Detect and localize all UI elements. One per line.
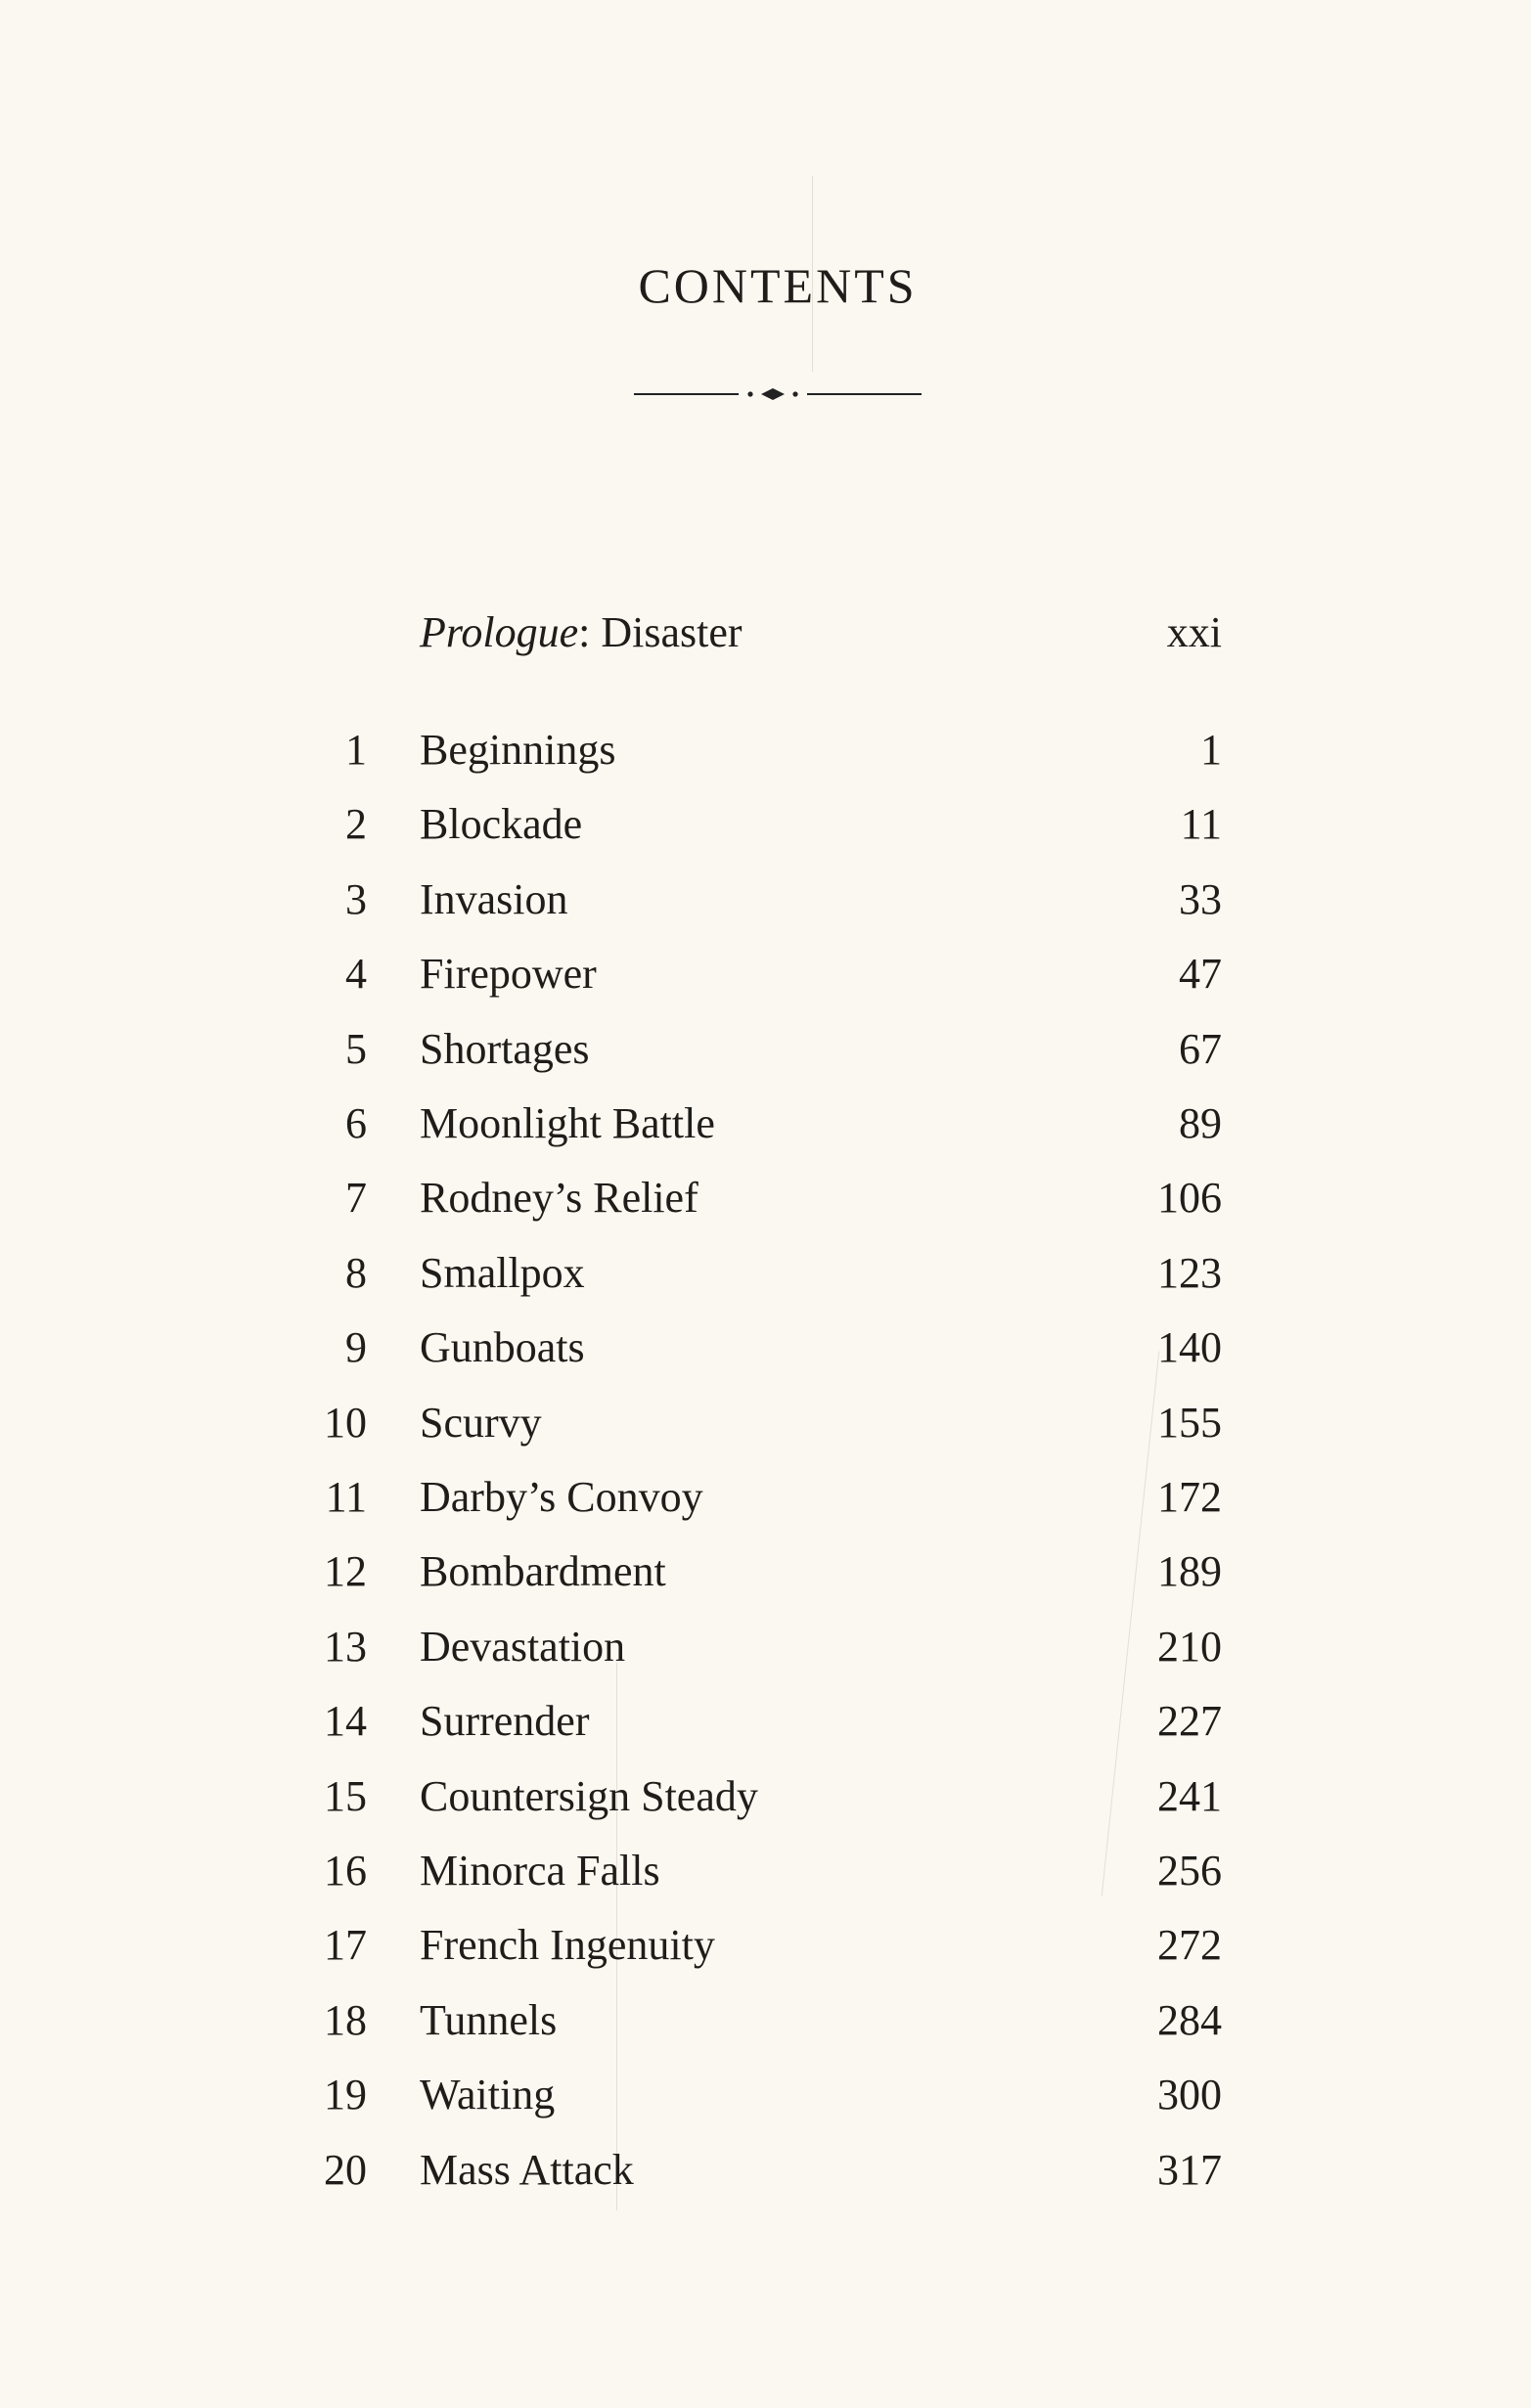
chapter-entry bbox=[0, 1842, 1531, 1900]
chapter-title: Scurvy bbox=[420, 1399, 542, 1447]
prologue-separator: : bbox=[578, 608, 591, 656]
chapter-number: 12 bbox=[324, 1547, 367, 1595]
chapter-page-number: 89 bbox=[1179, 1099, 1222, 1147]
chapter-title: Bombardment bbox=[420, 1547, 666, 1595]
chapter-number: 4 bbox=[345, 950, 367, 998]
chapter-title: Smallpox bbox=[420, 1249, 585, 1297]
chapter-page-number: 140 bbox=[1157, 1323, 1222, 1371]
prologue-title bbox=[420, 603, 743, 662]
chapter-title: Countersign Steady bbox=[420, 1772, 758, 1820]
chapter-page-number: 317 bbox=[1157, 2146, 1222, 2194]
chapter-entry bbox=[0, 1618, 1531, 1676]
chapter-page-number: 47 bbox=[1179, 950, 1222, 998]
chapter-entry bbox=[0, 1394, 1531, 1452]
chapter-entry bbox=[0, 2141, 1531, 2200]
chapter-entry bbox=[0, 1991, 1531, 2050]
chapter-entry bbox=[0, 1542, 1531, 1601]
chapter-entry bbox=[0, 870, 1531, 929]
prologue-entry bbox=[0, 603, 1531, 662]
chapter-entry bbox=[0, 945, 1531, 1003]
chapter-number: 10 bbox=[324, 1399, 367, 1447]
chapter-number: 11 bbox=[325, 1473, 367, 1521]
chapter-entry bbox=[0, 795, 1531, 854]
chapter-title: Invasion bbox=[420, 875, 568, 923]
chapter-title: Devastation bbox=[420, 1623, 626, 1671]
chapter-title: Blockade bbox=[420, 800, 583, 848]
chapter-page-number: 33 bbox=[1179, 875, 1222, 923]
chapter-number: 19 bbox=[324, 2071, 367, 2118]
chapter-number: 8 bbox=[345, 1249, 367, 1297]
chapter-title: Moonlight Battle bbox=[420, 1099, 715, 1147]
chapter-number: 6 bbox=[345, 1099, 367, 1147]
chapter-page-number: 272 bbox=[1157, 1921, 1222, 1969]
chapter-title: Darby’s Convoy bbox=[420, 1473, 703, 1521]
chapter-page-number: 123 bbox=[1157, 1249, 1222, 1297]
chapter-page-number: 227 bbox=[1157, 1697, 1222, 1745]
chapter-page-number: 106 bbox=[1157, 1174, 1222, 1222]
chapter-number: 3 bbox=[345, 875, 367, 923]
chapter-entry bbox=[0, 1169, 1531, 1227]
chapter-number: 20 bbox=[324, 2146, 367, 2194]
chapter-title: Gunboats bbox=[420, 1323, 585, 1371]
chapter-entry bbox=[0, 1244, 1531, 1303]
chapter-page-number: 284 bbox=[1157, 1996, 1222, 2044]
chapter-number: 1 bbox=[345, 726, 367, 774]
prologue-page-number: xxi bbox=[1166, 608, 1222, 656]
chapter-page-number: 11 bbox=[1180, 800, 1222, 848]
chapter-entry bbox=[0, 1020, 1531, 1079]
chapter-title: Tunnels bbox=[420, 1996, 558, 2044]
chapter-entry bbox=[0, 1767, 1531, 1826]
chapter-title: Mass Attack bbox=[420, 2146, 634, 2194]
chapter-title: French Ingenuity bbox=[420, 1921, 715, 1969]
chapter-page-number: 1 bbox=[1200, 726, 1222, 774]
chapter-entry bbox=[0, 1468, 1531, 1527]
chapter-page-number: 256 bbox=[1157, 1847, 1222, 1895]
chapter-title: Firepower bbox=[420, 950, 597, 998]
chapter-title: Surrender bbox=[420, 1697, 590, 1745]
chapter-number: 9 bbox=[345, 1323, 367, 1371]
chapter-title: Waiting bbox=[420, 2071, 556, 2118]
chapter-page-number: 210 bbox=[1157, 1623, 1222, 1671]
chapter-page-number: 67 bbox=[1179, 1025, 1222, 1073]
chapter-entry bbox=[0, 1916, 1531, 1975]
page-title: CONTENTS bbox=[638, 258, 918, 313]
chapter-number: 7 bbox=[345, 1174, 367, 1222]
chapter-entry bbox=[0, 721, 1531, 780]
prologue-name: Disaster bbox=[601, 608, 743, 656]
chapter-page-number: 189 bbox=[1157, 1547, 1222, 1595]
chapter-entry bbox=[0, 1094, 1531, 1153]
chapter-title: Beginnings bbox=[420, 726, 616, 774]
chapter-page-number: 172 bbox=[1157, 1473, 1222, 1521]
chapter-page-number: 241 bbox=[1157, 1772, 1222, 1820]
prologue-label: Prologue bbox=[420, 608, 579, 656]
chapter-number: 16 bbox=[324, 1847, 367, 1895]
chapter-number: 14 bbox=[324, 1697, 367, 1745]
chapter-number: 2 bbox=[345, 800, 367, 848]
chapter-page-number: 300 bbox=[1157, 2071, 1222, 2118]
chapter-number: 13 bbox=[324, 1623, 367, 1671]
chapter-title: Minorca Falls bbox=[420, 1847, 660, 1895]
chapter-number: 17 bbox=[324, 1921, 367, 1969]
chapter-entry bbox=[0, 1318, 1531, 1377]
chapter-title: Rodney’s Relief bbox=[420, 1174, 698, 1222]
chapter-number: 18 bbox=[324, 1996, 367, 2044]
chapter-page-number: 155 bbox=[1157, 1399, 1222, 1447]
chapter-number: 5 bbox=[345, 1025, 367, 1073]
chapter-entry bbox=[0, 1692, 1531, 1751]
chapter-number: 15 bbox=[324, 1772, 367, 1820]
chapter-entry bbox=[0, 2066, 1531, 2124]
chapter-title: Shortages bbox=[420, 1025, 590, 1073]
